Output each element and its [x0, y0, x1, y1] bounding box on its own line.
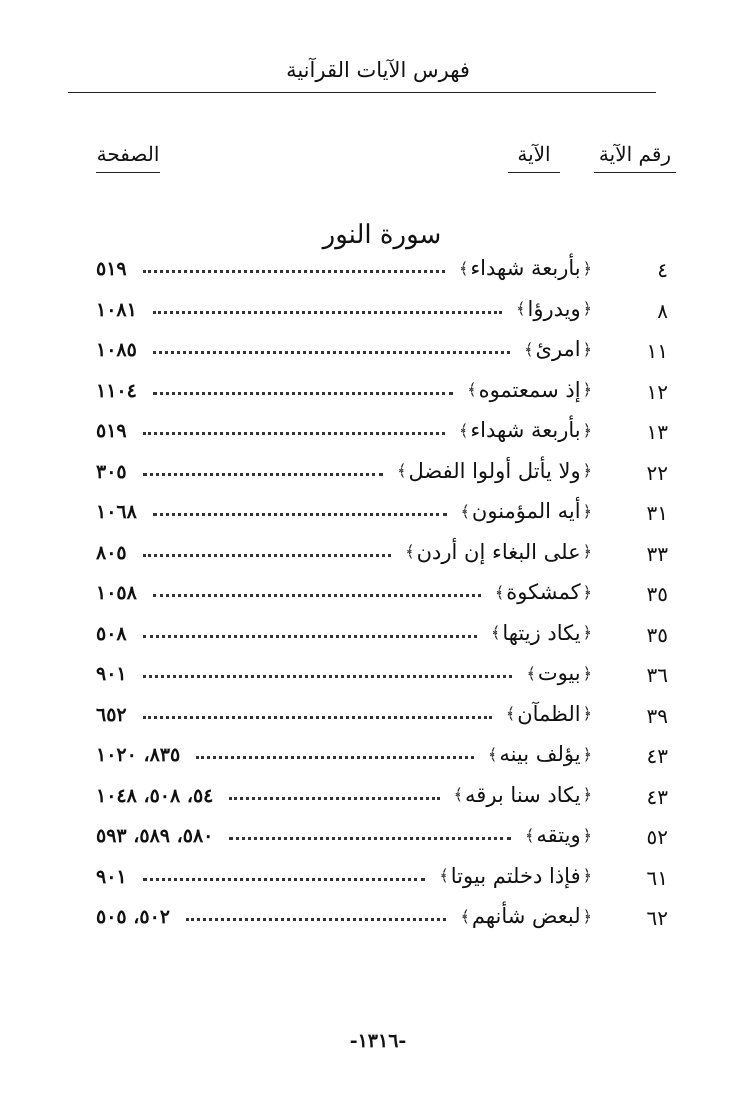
ornate-bracket-close: ﴾: [453, 785, 464, 804]
table-row: [0, 536, 756, 576]
ornate-bracket-open: ﴿: [582, 542, 592, 561]
ornate-bracket-close: ﴾: [460, 906, 470, 926]
ayah-number: ٣١: [646, 501, 668, 525]
ornate-bracket-close: ﴾: [458, 420, 469, 440]
ornate-bracket-close: ﴾: [526, 663, 536, 683]
ornate-bracket-open: ﴿: [582, 906, 592, 926]
dot-leader: [143, 270, 445, 273]
ornate-bracket-close: ﴾: [397, 461, 407, 480]
dot-leader: [229, 797, 439, 800]
dot-leader: [153, 594, 481, 597]
ornate-bracket-close: ﴾: [460, 501, 470, 521]
dot-leader: [143, 635, 477, 638]
dot-leader: [143, 878, 426, 881]
table-row: [0, 738, 756, 778]
header-rule: [68, 92, 656, 93]
ayah-words: بأربعة شهداء: [470, 256, 581, 280]
dot-leader: [153, 311, 502, 314]
ayah-number: ٦٢: [646, 906, 668, 930]
table-row: [0, 779, 756, 819]
ayah-number: ٣٥: [646, 582, 668, 606]
ornate-bracket-open: ﴿: [582, 461, 592, 480]
ayah-number: ٣٦: [646, 663, 668, 687]
ayah-text: [504, 702, 594, 726]
ayah-number: ١١: [646, 339, 668, 363]
ayah-number: ١٣: [646, 420, 668, 444]
ayah-text: [465, 378, 594, 402]
ornate-bracket-open: ﴿: [582, 420, 592, 440]
ornate-bracket-close: ﴾: [467, 380, 477, 399]
surah-title: سورة النور: [322, 220, 442, 250]
page-references: ١٠٨٥: [96, 339, 137, 361]
ornate-bracket-close: ﴾: [516, 299, 526, 318]
ayah-text: [459, 499, 594, 523]
ayah-number: ٣٣: [646, 541, 668, 566]
dot-leader: [143, 432, 445, 435]
ayah-words: فإذا دخلتم بيوتا: [450, 863, 581, 888]
table-row: [0, 860, 756, 900]
ornate-bracket-open: ﴿: [582, 380, 592, 399]
dot-leader: [143, 716, 492, 719]
ornate-bracket-open: ﴿: [582, 623, 592, 642]
table-row: [0, 698, 756, 738]
page-references: ١١٠٤: [96, 379, 137, 402]
ayah-number: ٤٣: [646, 784, 668, 809]
running-title: فهرس الآيات القرآنية: [286, 58, 470, 82]
dot-leader: [229, 837, 511, 840]
ayah-text: [437, 864, 594, 888]
ayah-words: لبعض شأنهم: [471, 904, 581, 928]
ayah-words: أيه المؤمنون: [471, 499, 581, 523]
ayah-words: كمشكوة: [506, 580, 581, 604]
ayah-text: [524, 661, 594, 685]
ayah-words: ويتقه: [536, 823, 581, 847]
ornate-bracket-close: ﴾: [494, 582, 505, 602]
ayah-text: [514, 297, 594, 321]
ayah-words: على البغاء إن أردن: [416, 539, 581, 564]
ayah-number: ٨: [657, 298, 668, 323]
ayah-words: امرئ: [535, 337, 581, 361]
ayah-text: [489, 621, 594, 645]
ornate-bracket-close: ﴾: [490, 623, 501, 642]
page-references: ٩٠١: [96, 865, 127, 888]
page-references: ٩٠١: [96, 663, 127, 685]
ornate-bracket-open: ﴿: [582, 258, 592, 278]
ornate-bracket-close: ﴾: [505, 704, 516, 723]
column-header-page: الصفحة: [96, 142, 160, 173]
ayah-words: يؤلف بينه: [499, 742, 581, 766]
ayah-words: ويدرؤا: [527, 296, 581, 321]
ornate-bracket-close: ﴾: [487, 744, 498, 764]
page-references: ٥٠٢، ٥٠٥: [96, 906, 170, 928]
ayah-words: بأربعة شهداء: [470, 418, 581, 442]
page-references: ١٠٥٨: [96, 582, 137, 604]
ayah-text: [395, 459, 594, 483]
table-row: [0, 495, 756, 535]
ayah-number: ٤: [657, 258, 668, 282]
table-row: [0, 819, 756, 859]
ayah-text: [493, 580, 594, 604]
ornate-bracket-close: ﴾: [524, 339, 534, 359]
ayah-number: ٣٥: [646, 622, 668, 647]
page-number: -١٣١٦-: [349, 1030, 407, 1052]
table-row: [0, 414, 756, 454]
ayah-text: [403, 540, 594, 564]
page-references: ٦٥٢: [96, 703, 127, 726]
table-row: [0, 900, 756, 940]
ayah-number: ٥٢: [646, 825, 668, 849]
ayah-number: ٢٢: [646, 460, 668, 485]
dot-leader: [143, 675, 513, 678]
ayah-number: ١٢: [646, 379, 668, 404]
page-references: ١٠٦٨: [96, 501, 137, 523]
table-row: [0, 374, 756, 414]
ayah-words: الظمآن: [517, 701, 581, 726]
page-references: ٥٤، ٥٠٨، ١٠٤٨: [96, 784, 214, 807]
ayah-words: ولا يأتل أولوا الفضل: [408, 458, 581, 483]
table-row: [0, 252, 756, 292]
ornate-bracket-close: ﴾: [439, 866, 449, 885]
table-row: [0, 576, 756, 616]
dot-leader: [153, 513, 447, 516]
ayah-words: يكاد سنا برقه: [465, 782, 581, 807]
column-header-ayah: الآية: [508, 142, 560, 173]
ornate-bracket-open: ﴿: [582, 299, 592, 318]
ornate-bracket-open: ﴿: [582, 582, 592, 602]
ornate-bracket-open: ﴿: [582, 744, 592, 764]
ayah-text: [452, 783, 594, 807]
column-header-ayah-number: رقم الآية: [594, 142, 676, 173]
table-row: [0, 617, 756, 657]
dot-leader: [153, 392, 453, 395]
ayah-number: ٤٣: [646, 744, 668, 768]
ayah-text: [523, 823, 594, 847]
dot-leader: [196, 756, 474, 759]
ornate-bracket-open: ﴿: [582, 339, 592, 359]
page-references: ٥٨٠، ٥٨٩، ٥٩٣: [96, 825, 214, 847]
page-references: ١٠٨١: [96, 298, 137, 321]
ayah-words: إذ سمعتموه: [478, 377, 581, 402]
table-row: [0, 293, 756, 333]
page-references: ٥١٩: [96, 258, 127, 280]
dot-leader: [153, 351, 510, 354]
ayah-text: [486, 742, 594, 766]
page-references: ٣٠٥: [96, 460, 127, 483]
dot-leader: [143, 554, 392, 557]
ayah-number: ٦١: [646, 865, 668, 890]
ayah-text: [458, 904, 594, 928]
ornate-bracket-open: ﴿: [582, 825, 592, 845]
dot-leader: [186, 918, 446, 921]
ornate-bracket-close: ﴾: [458, 258, 469, 278]
ornate-bracket-close: ﴾: [525, 825, 535, 845]
ornate-bracket-open: ﴿: [582, 785, 592, 804]
ornate-bracket-open: ﴿: [582, 663, 592, 683]
dot-leader: [143, 473, 383, 476]
table-row: [0, 333, 756, 373]
page-references: ٨٣٥، ١٠٢٠: [96, 744, 181, 766]
ayah-words: يكاد زيتها: [502, 620, 581, 645]
ayah-text: [522, 337, 594, 361]
table-row: [0, 455, 756, 495]
page-references: ٨٠٥: [96, 541, 127, 564]
ayah-words: بيوت: [537, 661, 581, 685]
ayah-text: [457, 256, 594, 280]
ornate-bracket-open: ﴿: [582, 866, 592, 885]
ayah-text: [457, 418, 594, 442]
page-references: ٥١٩: [96, 420, 127, 442]
ornate-bracket-close: ﴾: [405, 542, 415, 561]
table-row: [0, 657, 756, 697]
ayah-number: ٣٩: [646, 703, 668, 728]
ornate-bracket-open: ﴿: [582, 501, 592, 521]
page-references: ٥٠٨: [96, 622, 127, 645]
ornate-bracket-open: ﴿: [582, 704, 592, 723]
